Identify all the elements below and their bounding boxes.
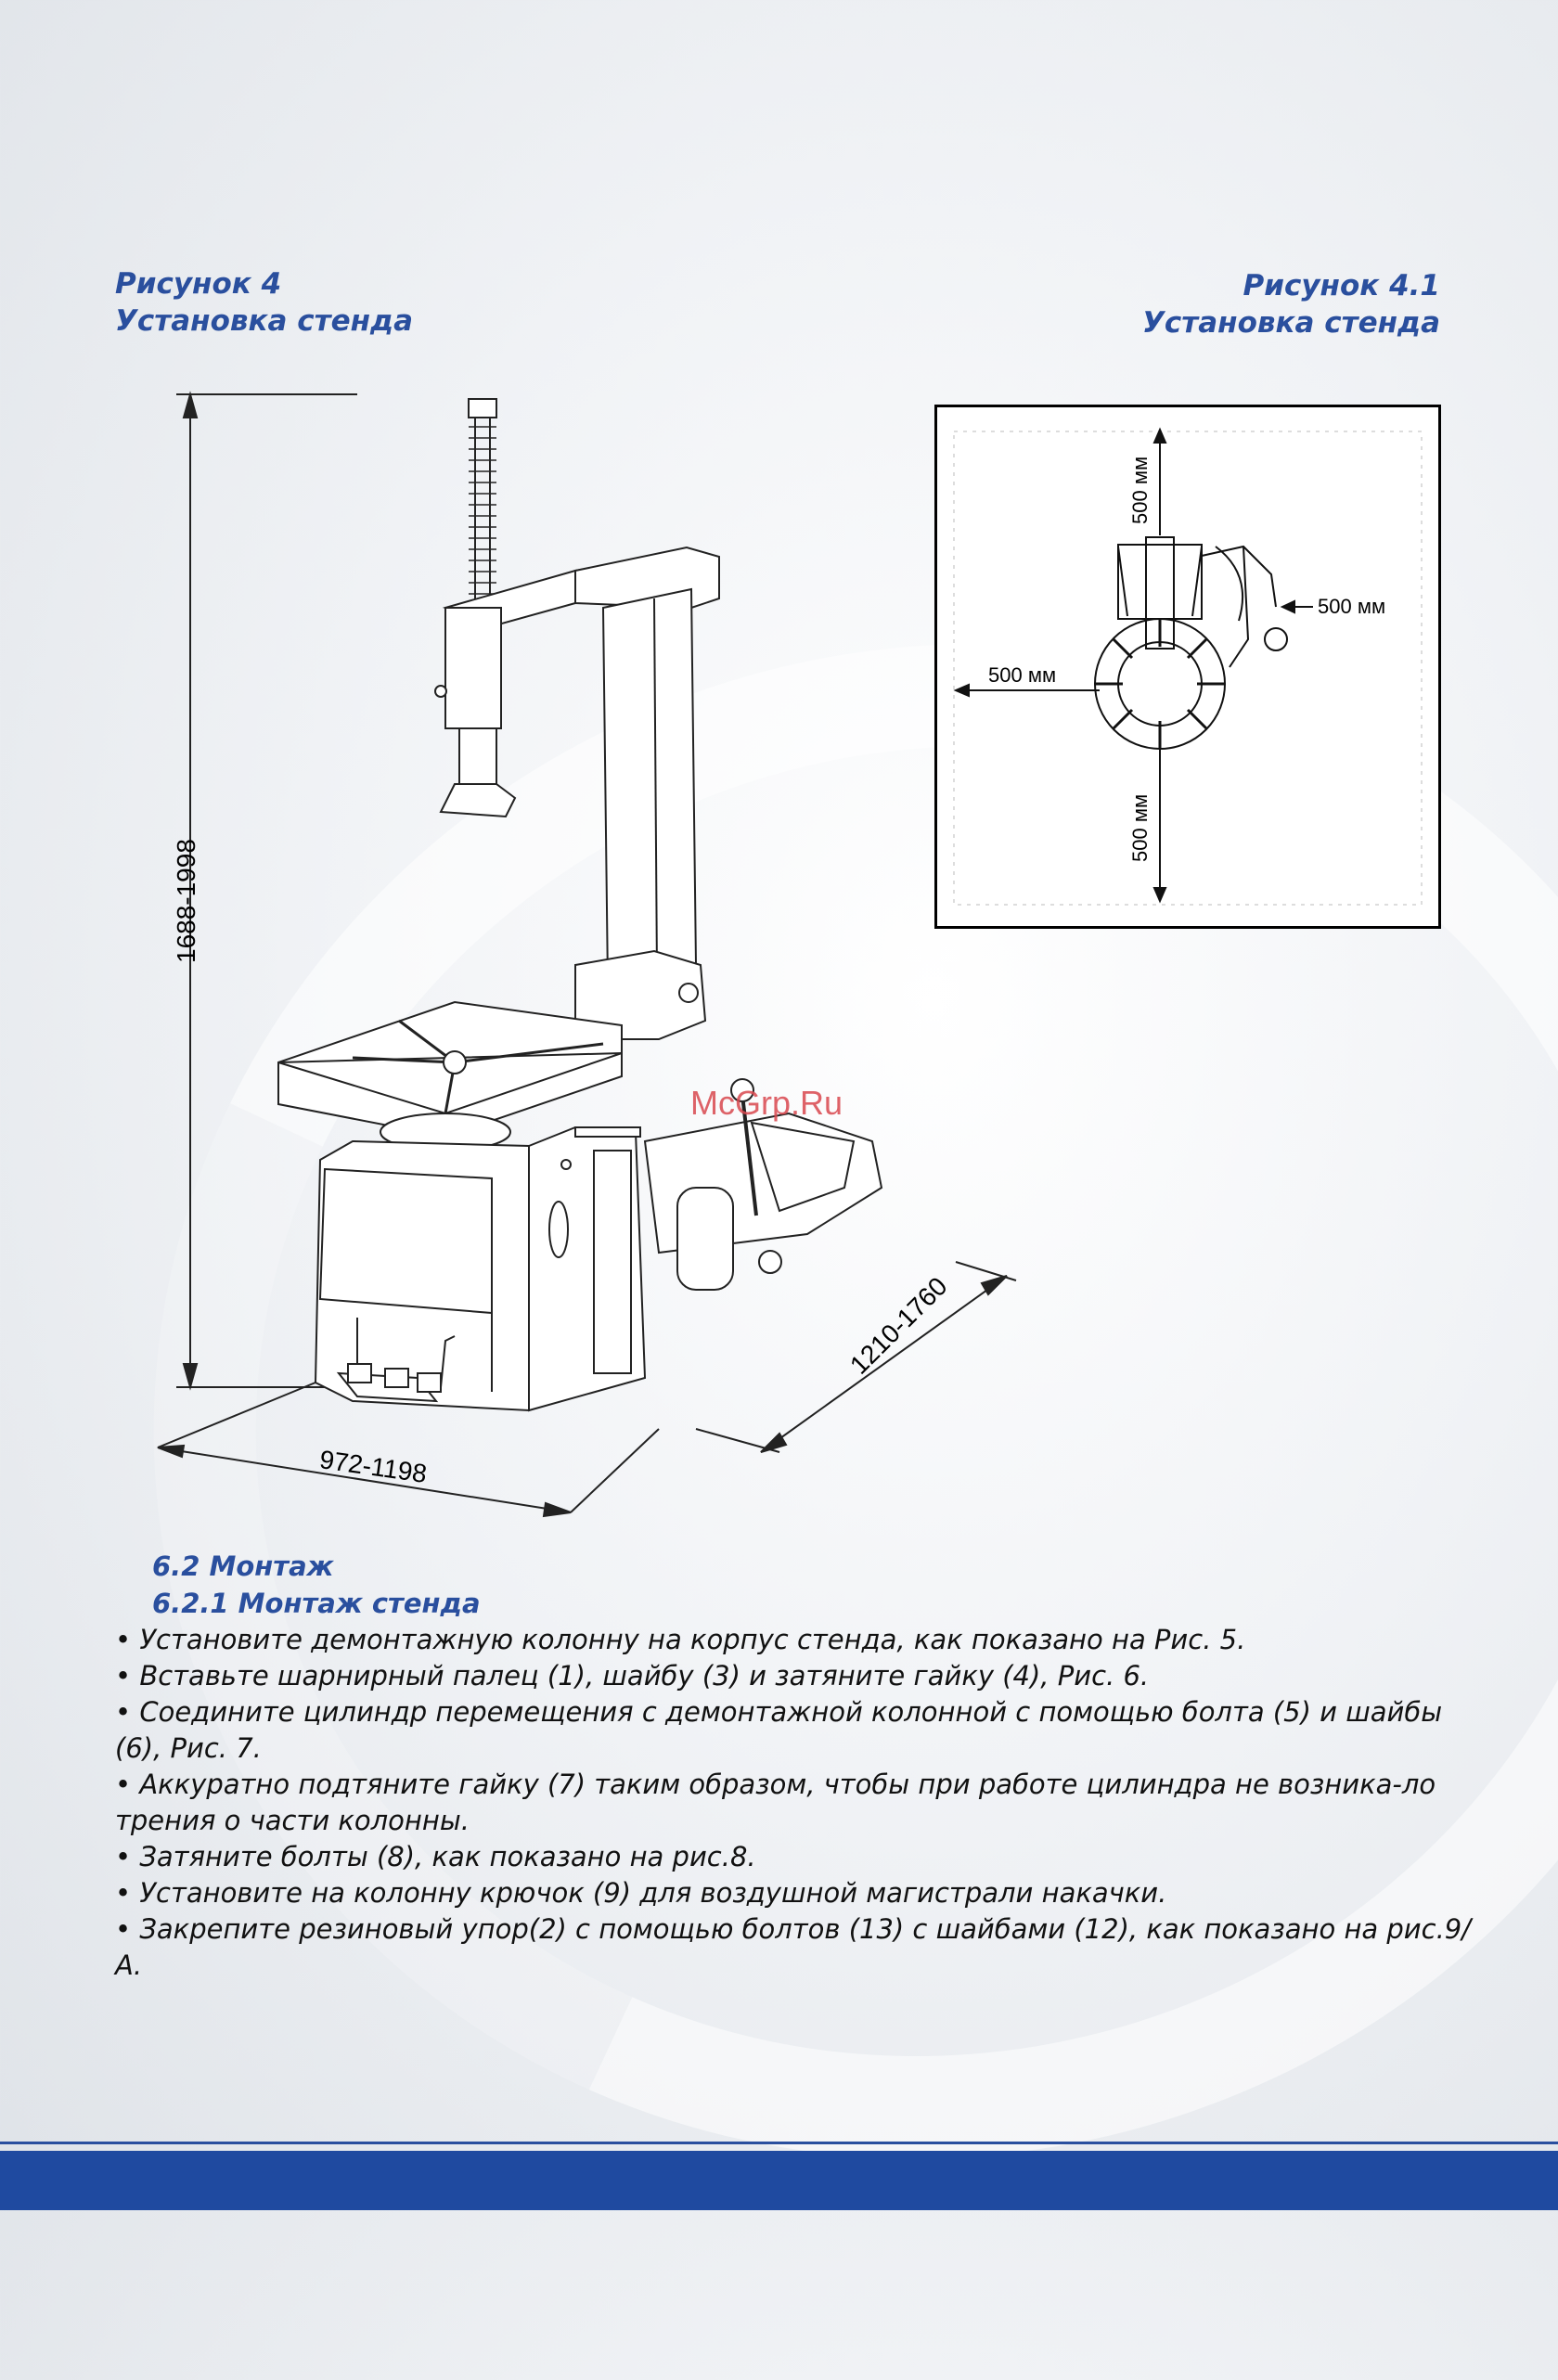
- clearance-diagram-svg: [937, 407, 1438, 926]
- height-dimension-label: 1688-1998: [172, 839, 200, 963]
- clearance-left-label: 500 мм: [988, 663, 1057, 687]
- section-heading: 6.2 Монтаж: [152, 1550, 334, 1582]
- depth-dimension-label: 1210-1760: [844, 1271, 953, 1380]
- figure-4-1-title: Установка стенда: [1142, 306, 1440, 340]
- subsection-heading: 6.2.1 Монтаж стенда: [152, 1588, 481, 1619]
- clearance-diagram: [934, 405, 1441, 929]
- figure-4-caption: [115, 265, 413, 340]
- instruction-list: [115, 1622, 1479, 1984]
- tyre-changer-drawing: [139, 371, 1049, 1540]
- clearance-top-label: 500 мм: [1128, 456, 1152, 524]
- width-dimension-label: 972-1198: [317, 1445, 429, 1488]
- instruction-item: • Соедините цилиндр перемещения с демонтажной колонной с помощью болта (5) и шайбы (6), Рис. 7.: [115, 1696, 1443, 1764]
- watermark: McGrp.Ru: [690, 1084, 843, 1122]
- footer-bar: [0, 2151, 1558, 2210]
- instruction-item: • Аккуратно подтяните гайку (7) таким образом, чтобы при работе цилиндра не возника-ло трения о части колонны.: [115, 1769, 1436, 1836]
- footer-divider: [0, 2142, 1558, 2144]
- clearance-bottom-label: 500 мм: [1128, 793, 1152, 862]
- instruction-item: • Установите демонтажную колонну на корпус стенда, как показано на Рис. 5.: [115, 1624, 1246, 1655]
- figure-4-title: Установка стенда: [115, 304, 413, 338]
- figure-4-label: Рисунок 4: [115, 267, 282, 301]
- depth-dimension-line: [761, 1276, 1007, 1452]
- instruction-item: • Затяните болты (8), как показано на рис.8.: [115, 1841, 756, 1872]
- clearance-right-label: 500 мм: [1318, 595, 1386, 618]
- figure-4-1-label: Рисунок 4.1: [1243, 269, 1440, 302]
- instruction-item: • Вставьте шарнирный палец (1), шайбу (3) и затяните гайку (4), Рис. 6.: [115, 1660, 1150, 1692]
- instruction-item: • Установите на колонну крючок (9) для воздушной магистрали накачки.: [115, 1877, 1167, 1909]
- instruction-item: • Закрепите резиновый упор(2) с помощью болтов (13) с шайбами (12), как показано на рис.9/А.: [115, 1913, 1472, 1981]
- figure-4-1-caption: [1142, 267, 1440, 341]
